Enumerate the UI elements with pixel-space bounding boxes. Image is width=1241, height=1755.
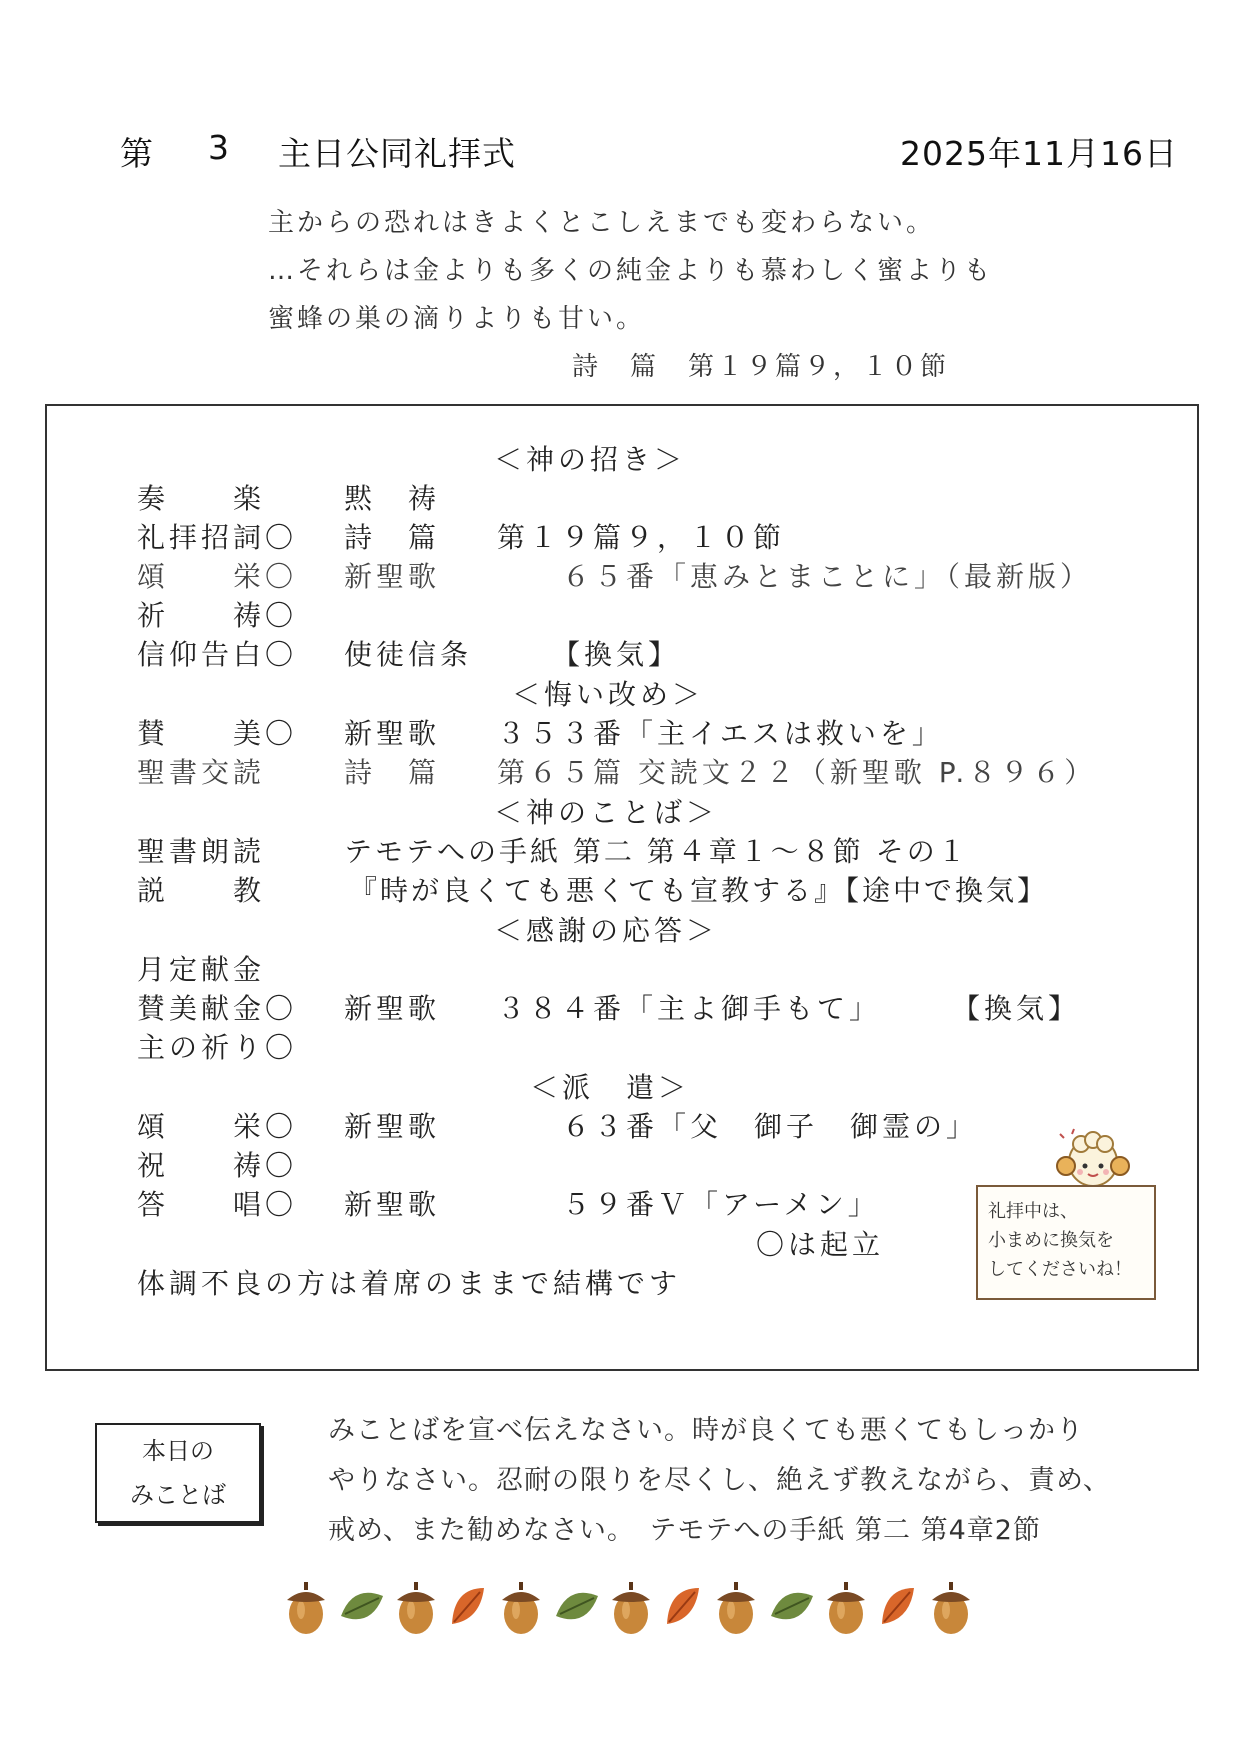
- standing-note: 〇は起立: [756, 1228, 885, 1261]
- sunday-label: 第: [120, 134, 154, 173]
- service-title: 主日公同礼拝式: [278, 134, 516, 173]
- order-item: 説 教: [137, 874, 266, 907]
- leaf-icon: [771, 1593, 813, 1620]
- order-kind: 詩 篇: [344, 756, 441, 789]
- sunday-number: 3: [208, 128, 230, 167]
- leaf-icon: [882, 1588, 914, 1624]
- order-kind: 新聖歌: [344, 992, 441, 1025]
- order-extra: 【換気】: [952, 992, 1081, 1025]
- order-detail: ６３番「父 御子 御霊の」: [562, 1110, 979, 1143]
- order-kind: 新聖歌: [344, 1110, 441, 1143]
- leaf-icon: [452, 1588, 484, 1624]
- leaf-icon: [667, 1588, 699, 1624]
- order-item: 答 唱〇: [137, 1188, 298, 1221]
- order-detail: 第６５篇 交読文２２（新聖歌 P.８９６）: [497, 756, 1097, 789]
- order-detail: ６５番「恵みとまことに」（最新版）: [562, 560, 1093, 593]
- order-detail: ３５３番「主イエスは救いを」: [497, 717, 944, 750]
- section-heading-word: ＜神のことば＞: [494, 796, 719, 829]
- todays-word-line: やりなさい。忍耐の限りを尽くし、絶えず教えながら、責め、: [328, 1465, 1111, 1496]
- order-item: 月定献金: [137, 953, 266, 986]
- order-item: 信仰告白〇: [137, 638, 298, 671]
- opening-verse-line: 主からの恐れはきよくとこしえまでも変わらない。: [268, 208, 936, 238]
- order-item: 祝 祷〇: [137, 1149, 298, 1182]
- order-kind: 『時が良くても悪くても宣教する』【途中で換気】: [349, 874, 1049, 907]
- order-item: 聖書朗読: [137, 835, 266, 868]
- acorn-icon: [612, 1582, 650, 1634]
- order-item: 聖書交読: [137, 756, 266, 789]
- order-item: 祈 祷〇: [137, 599, 298, 632]
- acorn-icon: [827, 1582, 865, 1634]
- order-kind: 使徒信条: [344, 638, 473, 671]
- order-item: 賛美献金〇: [137, 992, 298, 1025]
- leaf-icon: [556, 1593, 598, 1620]
- order-kind: 黙 祷: [344, 482, 441, 515]
- order-kind: 新聖歌: [344, 560, 441, 593]
- section-heading-response: ＜感謝の応答＞: [494, 914, 719, 947]
- order-item: 礼拝招詞〇: [137, 521, 298, 554]
- order-detail: 【換気】: [552, 638, 681, 671]
- acorn-icon: [397, 1582, 435, 1634]
- order-item: 頌 栄〇: [137, 1110, 298, 1143]
- service-date: 2025年11月16日: [900, 134, 1178, 173]
- todays-word-line: 戒め、また勧めなさい。 テモテへの手紙 第二 第4章2節: [328, 1515, 1041, 1546]
- leaf-icon: [341, 1593, 383, 1620]
- ventilation-note-line: してくださいね！: [988, 1259, 1132, 1280]
- acorn-leaf-border: [286, 1576, 986, 1636]
- todays-word-label: [95, 1423, 261, 1523]
- acorn-icon: [717, 1582, 755, 1634]
- order-kind: 新聖歌: [344, 1188, 441, 1221]
- todays-word-line: みことばを宣べ伝えなさい。時が良くても悪くてもしっかり: [328, 1415, 1084, 1446]
- acorn-icon: [502, 1582, 540, 1634]
- order-detail: ５９番Ｖ「アーメン」: [562, 1188, 880, 1221]
- order-item: 主の祈り〇: [137, 1031, 298, 1064]
- ventilation-note: [976, 1185, 1156, 1300]
- sheep-mascot-icon: [1050, 1128, 1136, 1192]
- acorn-icon: [932, 1582, 970, 1634]
- section-heading-invitation: ＜神の招き＞: [494, 443, 687, 476]
- ventilation-note-line: 小まめに換気を: [988, 1230, 1114, 1251]
- ventilation-note-line: 礼拝中は、: [988, 1201, 1078, 1222]
- health-note: 体調不良の方は着席のままで結構です: [137, 1267, 682, 1300]
- order-detail: 第１９篇９，１０節: [497, 521, 786, 554]
- opening-verse-line: 蜜蜂の巣の滴りよりも甘い。: [268, 304, 646, 334]
- order-item: 賛 美〇: [137, 717, 298, 750]
- order-kind: テモテへの手紙 第二 第４章１～８節 その１: [344, 835, 969, 868]
- opening-verse-reference: 詩 篇 第１９篇９，１０節: [572, 352, 950, 382]
- order-detail: ３８４番「主よ御手もて」: [497, 992, 882, 1025]
- section-heading-sending: ＜派 遣＞: [530, 1071, 691, 1104]
- acorn-icon: [287, 1582, 325, 1634]
- todays-word-label-line: みことば: [130, 1481, 226, 1509]
- order-item: 頌 栄〇: [137, 560, 298, 593]
- order-item: 奏 楽: [137, 482, 266, 515]
- order-kind: 詩 篇: [344, 521, 441, 554]
- todays-word-label-line: 本日の: [142, 1437, 214, 1465]
- section-heading-repentance: ＜悔い改め＞: [512, 678, 705, 711]
- opening-verse-line: …それらは金よりも多くの純金よりも慕わしく蜜よりも: [268, 256, 994, 286]
- order-kind: 新聖歌: [344, 717, 441, 750]
